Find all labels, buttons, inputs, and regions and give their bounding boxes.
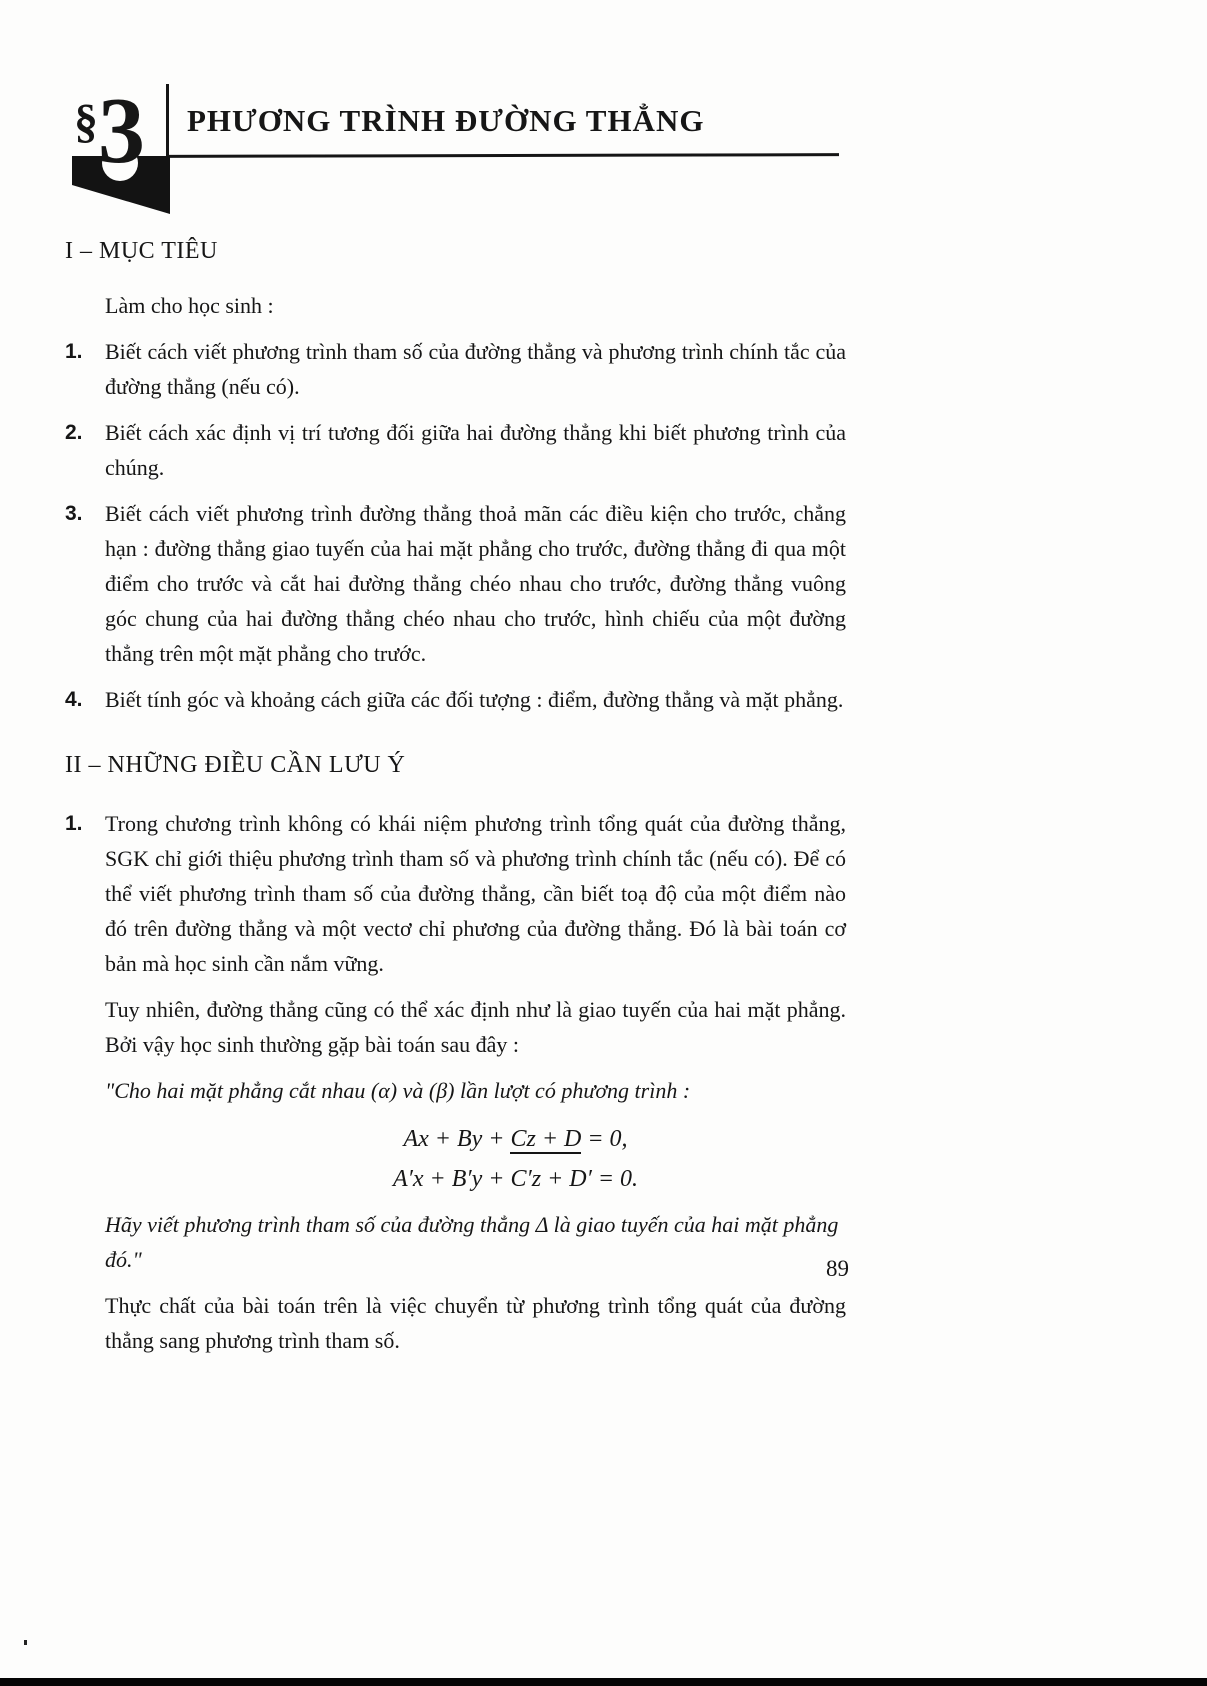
section-number: 3 — [98, 79, 143, 183]
item-text: Trong chương trình không có khái niệm phương trình tổng quát của đường thẳng, SGK chỉ giới thiệu phương trình tham số và phương trình chính tắc (nếu có). Để có thể viết phương trình tham số của đường thẳng, cần biết toạ độ của một điểm nào đó trên đường thẳng và một vectơ chỉ phương của đường thẳng. Đó là bài toán cơ bản mà học sinh cần nắm vững. — [105, 811, 846, 976]
item-number: 1. — [65, 812, 83, 835]
note-item — [65, 806, 846, 981]
item-number: 1. — [65, 340, 83, 363]
paragraph: Tuy nhiên, đường thẳng cũng có thể xác định như là giao tuyến của hai mặt phẳng. Bởi vậy học sinh thường gặp bài toán sau đây : — [105, 997, 846, 1057]
item-text: Biết tính góc và khoảng cách giữa các đối tượng : điểm, đường thẳng và mặt phẳng. — [105, 687, 844, 712]
item-number: 2. — [65, 421, 83, 444]
equation-1-pre: Ax + By + — [403, 1126, 511, 1152]
equation-1-post: = 0, — [581, 1126, 628, 1152]
section-2-heading: II – NHỮNG ĐIỀU CẦN LƯU Ý — [65, 752, 406, 778]
page-number: 89 — [826, 1256, 849, 1281]
header-horizontal-rule — [167, 153, 839, 158]
equation-2: A′x + B′y + C′z + D′ = 0. — [392, 1166, 639, 1192]
section-badge — [74, 79, 143, 183]
item-text: Biết cách xác định vị trí tương đối giữa hai đường thẳng khi biết phương trình của chúng. — [105, 420, 846, 480]
scan-edge-bar — [0, 1678, 1207, 1686]
objective-item — [65, 496, 846, 671]
equation-1-underlined: Cz + D — [510, 1126, 582, 1152]
header-vertical-rule — [166, 84, 169, 158]
page-body — [65, 234, 846, 1369]
equation-block — [65, 1119, 846, 1199]
section-paragraph-mark: § — [74, 95, 98, 148]
objective-item — [65, 415, 846, 485]
section-1-intro: Làm cho học sinh : — [105, 293, 274, 318]
chapter-title: PHƯƠNG TRÌNH ĐƯỜNG THẲNG — [187, 103, 705, 138]
section-1-heading: I – MỤC TIÊU — [65, 238, 218, 264]
paragraph: Thực chất của bài toán trên là việc chuyển từ phương trình tổng quát của đường thẳng sang phương trình tham số. — [105, 1293, 846, 1353]
objective-item — [65, 334, 846, 404]
objective-item — [65, 682, 846, 717]
quote-outro: Hãy viết phương trình tham số của đường thẳng Δ là giao tuyến của hai mặt phẳng đó." — [105, 1212, 839, 1272]
item-number: 3. — [65, 502, 83, 525]
quote-intro: "Cho hai mặt phẳng cắt nhau (α) và (β) lần lượt có phương trình : — [105, 1078, 691, 1103]
item-text: Biết cách viết phương trình tham số của đường thẳng và phương trình chính tắc của đường thẳng (nếu có). — [105, 339, 846, 399]
scan-speck — [24, 1640, 27, 1645]
item-text: Biết cách viết phương trình đường thẳng thoả mãn các điều kiện cho trước, chẳng hạn : đường thẳng giao tuyến của hai mặt phẳng cho trước, đường thẳng đi qua một điểm cho trước và cắt hai đường thẳng chéo nhau cho trước, đường thẳng vuông góc chung của hai đường thẳng chéo nhau cho trước, hình chiếu của một đường thẳng trên một mặt phẳng cho trước. — [105, 501, 846, 666]
item-number: 4. — [65, 688, 83, 711]
equation-1 — [185, 1119, 846, 1159]
